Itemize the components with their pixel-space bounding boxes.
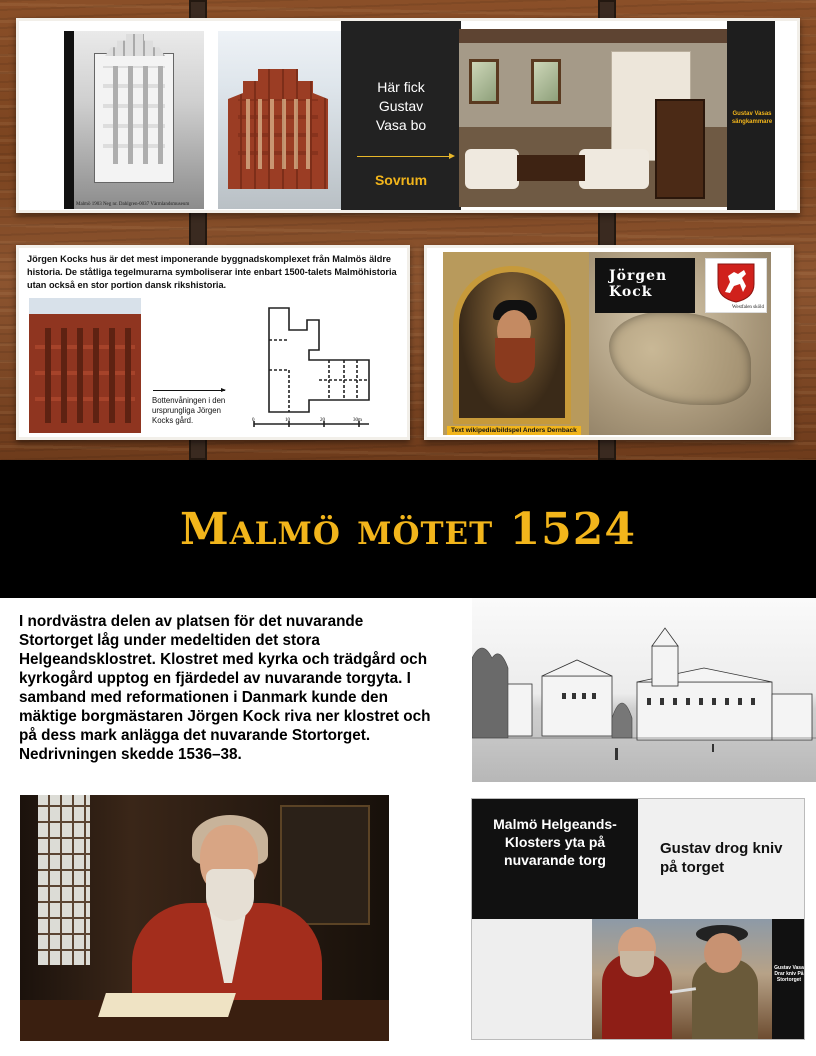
intro-text: Jörgen Kocks hus är det mest imponerande byggnadskomplexet från Malmös äldre historia. De ståtliga tegelmurarna symboliserar inte enbart 1500-talets Malmöhistoria utan också en stor portion dansk rikshistoria. — [27, 254, 397, 290]
portrait-jorgen-kock — [453, 266, 571, 424]
slide-jorgen-kocks-hus — [16, 245, 410, 440]
name-title: Jörgen Kock — [595, 258, 695, 313]
strap — [189, 438, 207, 460]
illustration-knife-scene — [592, 919, 772, 1040]
photo-bedroom — [459, 29, 727, 207]
strap — [598, 0, 616, 20]
sovrum-panel — [341, 18, 461, 213]
strap — [189, 0, 207, 20]
slide-jorgen-kock — [424, 245, 794, 440]
room-label-panel — [727, 18, 775, 213]
comic-panel — [471, 798, 805, 1040]
title-band — [0, 460, 816, 598]
photo-brick-building — [218, 31, 343, 209]
panel-label: Sovrum — [374, 172, 428, 188]
painting-man-writing — [20, 795, 389, 1041]
photo-caption: Malmö 1903 Neg nr. Dahlgren-0037 Värmlandsmuseum — [76, 202, 190, 207]
photo-kocks-house — [29, 298, 141, 433]
knife-caption: Gustav drog kniv på torget — [660, 840, 783, 876]
credit-text: Text wikipedia/bildspel Anders Dernback — [447, 426, 581, 435]
blank-panel — [472, 919, 592, 1040]
scale-label: 20 — [320, 418, 325, 423]
engraving-stortorget — [472, 598, 816, 782]
scale-label: 10 — [285, 418, 290, 423]
horse-shield-icon — [716, 262, 756, 304]
room-label: Gustav Vasas sängkammare — [731, 111, 773, 125]
wood-background — [0, 0, 816, 460]
body-text: I nordvästra delen av platsen för det nuvarande Stortorget låg under medeltiden det stora Helgeandsklostret. Klostret med kyrka och trädgård och kyrkogård upptog en fjärdedel av nuvarande torgyta. I samband med reformationen i Danmark kunde den mäktige borgmästaren Jörgen Kock riva ner klostret och på dess mark anlägga det nuvarande Stortorget. Nedrivningen skedde 1536–38. — [19, 613, 431, 763]
strap — [189, 210, 207, 248]
side-caption: Gustav Vasa Drar kniv På Stortorget — [772, 919, 805, 1040]
slide-sovrum — [16, 18, 800, 213]
floorplan-caption: Bottenvåningen i den ursprungliga Jörgen Kocks gård. — [152, 396, 226, 425]
strap — [598, 438, 616, 460]
strap — [598, 210, 616, 248]
photo-historic-building — [64, 31, 204, 209]
floorplan-diagram — [249, 300, 379, 430]
coat-of-arms — [705, 258, 767, 313]
arrow-icon — [153, 390, 225, 391]
page-title: Malmö mötet 1524 — [179, 504, 637, 555]
kloster-caption: Malmö Helgeands-Klosters yta på nuvarande torg — [472, 799, 638, 919]
shield-label: Westfalen sköld — [732, 305, 764, 310]
knife-caption-box — [638, 799, 805, 919]
scale-label: 0 — [252, 418, 255, 423]
scale-label: 30m — [353, 418, 362, 423]
panel-text: Här fick Gustav Vasa bo — [375, 79, 427, 133]
arrow-icon — [357, 156, 453, 157]
